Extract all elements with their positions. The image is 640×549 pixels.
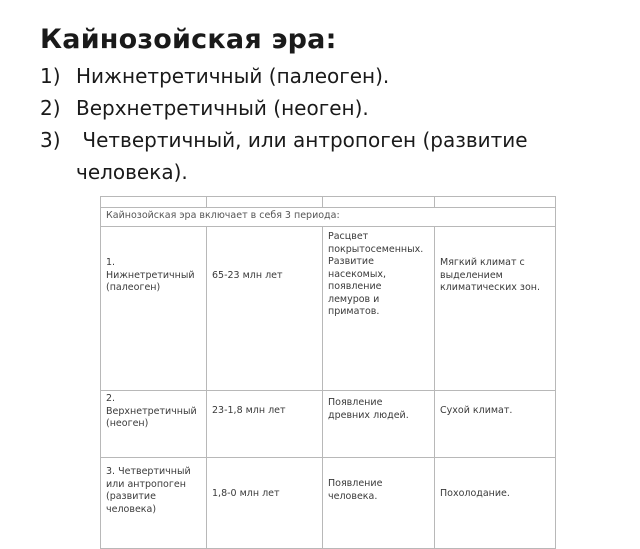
- eras-table: [100, 196, 556, 549]
- eras-table-image: [100, 196, 555, 515]
- table-row: [101, 458, 556, 549]
- list-item-number: 2): [40, 96, 61, 120]
- table-row: [101, 227, 556, 391]
- period-climate-cell: Мягкий климат с выделением климатических зон.: [435, 227, 556, 391]
- list-item-number: 3): [40, 128, 61, 152]
- period-time-cell: 1,8-0 млн лет: [207, 458, 323, 549]
- list-item: [40, 92, 600, 124]
- period-name-cell: 1. Нижнетретичный (палеоген): [101, 227, 207, 391]
- list-item-text: Четвертичный, или антропоген (развитие человека).: [76, 128, 534, 184]
- slide-title: Кайнозойская эра:: [40, 24, 337, 55]
- period-life-cell: Появление человека.: [323, 458, 435, 549]
- period-climate-cell: Похолодание.: [435, 458, 556, 549]
- list-item: [40, 124, 600, 188]
- table-row: [101, 391, 556, 458]
- period-life-cell: Появление древних людей.: [323, 391, 435, 458]
- table-cut-row: [101, 197, 556, 208]
- table-caption: Кайнозойская эра включает в себя 3 периода:: [101, 208, 556, 227]
- period-time-cell: 23-1,8 млн лет: [207, 391, 323, 458]
- list-item-text: Верхнетретичный (неоген).: [76, 96, 369, 120]
- list-item-number: 1): [40, 64, 61, 88]
- period-list: [40, 60, 600, 188]
- period-name-cell: 2. Верхнетретичный (неоген): [101, 391, 207, 458]
- list-item-text: Нижнетретичный (палеоген).: [76, 64, 390, 88]
- period-climate-cell: Сухой климат.: [435, 391, 556, 458]
- list-item: [40, 60, 600, 92]
- period-life-cell: Расцвет покрытосеменных. Развитие насекомых, появление лемуров и приматов.: [323, 227, 435, 391]
- period-name-cell: 3. Четвертичный или антропоген (развитие человека): [101, 458, 207, 549]
- period-time-cell: 65-23 млн лет: [207, 227, 323, 391]
- table-caption-row: [101, 208, 556, 227]
